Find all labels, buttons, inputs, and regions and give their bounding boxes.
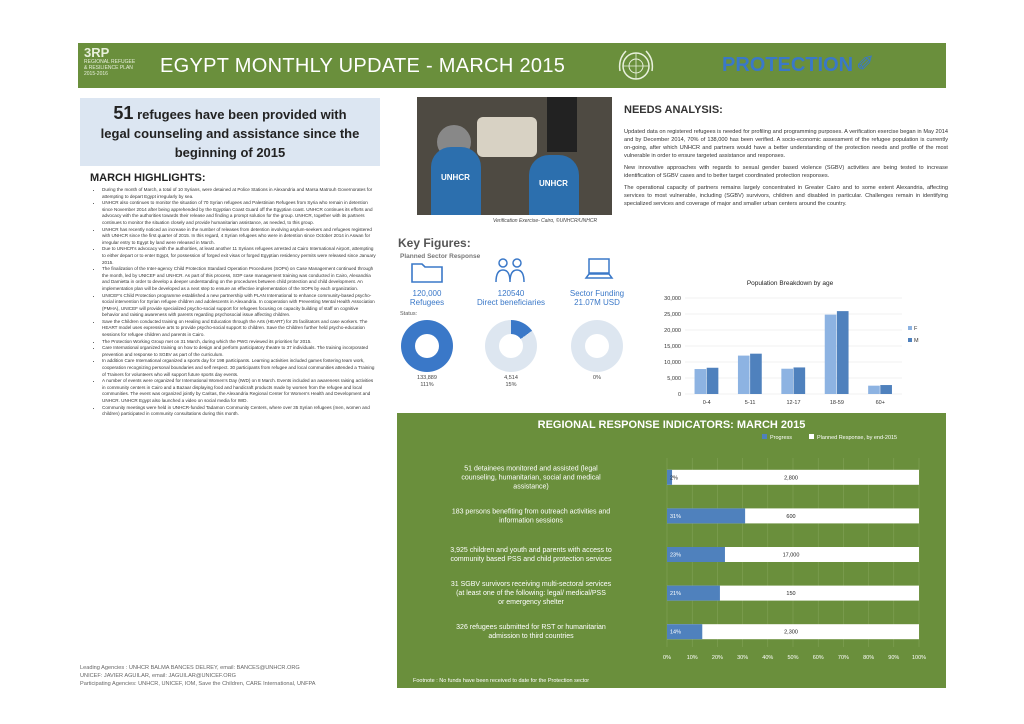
march-highlights-title: MARCH HIGHLIGHTS:: [90, 172, 206, 184]
refugees-figure: [382, 289, 472, 307]
footer-line: Participating Agencies: UNHCR, UNICEF, IOM, Save the Children, CARE International, UNFPA: [80, 681, 316, 687]
target-label: 17,000: [782, 552, 800, 559]
funding-status-values: [567, 375, 627, 382]
bar-m: [794, 367, 806, 394]
category-label: 326 refugees submitted for RST or humanitarian admission to third countries: [456, 624, 606, 641]
x-tick-label: 40%: [762, 655, 774, 661]
list-item: • UNICEF's Child Protection programme established a new partnership with PLAN International to enhance community-based psycho-social intervention for Syrian refugee children and adolescents in Alexandria. In cooperation with Preventing Mental Health Association (PMHA), UNICEF will provide specialized psycho-social support for refugees focusing on capacity building of staff on cognitive behavior and raising awareness with parents regarding psychosocial issue affecting children.: [102, 293, 376, 319]
left-column: [80, 98, 380, 418]
bar-f: [868, 386, 880, 394]
list-item: • Community meetings were held in UNHCR-funded Tadamon Community Centers, where over 35 Syrian refugees (men, women and children) participated in community consultations during this month.: [102, 405, 376, 418]
regional-footnote: Footnote : No funds have been received to date for the Protection sector: [413, 678, 590, 684]
direct-status-value: 4,514: [504, 375, 518, 381]
vest-label: UNHCR: [441, 173, 470, 182]
bar-m: [837, 311, 849, 394]
x-tick-label: 60+: [875, 400, 885, 406]
direct-status-pct: 15%: [505, 382, 517, 388]
x-tick-label: 90%: [888, 655, 900, 661]
y-tick-label: 25,000: [664, 312, 681, 318]
x-tick-label: 0-4: [702, 400, 711, 406]
funding-value: 21.07M USD: [574, 298, 620, 307]
target-label: 2,800: [784, 475, 798, 482]
y-tick-label: 10,000: [664, 360, 681, 366]
x-tick-label: 100%: [911, 655, 927, 661]
x-tick-label: 5-11: [744, 400, 756, 406]
list-item: • UNHCR has recently noticed an increase in the number of releases from detention involving asylum-seekers and refugees registered with UNHCR since the first quarter of 2015. In this regard, 4 Syrian refugees who were in detention since October 2014 in Aswan for irregular entry to Egypt by land were released in March.: [102, 227, 376, 247]
regional-indicators-chart: [397, 413, 946, 688]
highlight-line3: beginning of 2015: [174, 145, 286, 160]
progress-label: 2%: [670, 475, 678, 482]
list-item: • Save the Children conducted training on Healing and Education through the Arts (HEART) for 25 facilitators and case workers. The HEART model uses expressive arts to provide psycho-social support to children. Save the Children further held psycho-education sessions for refugee children and parents in Cairo.: [102, 319, 376, 339]
list-item: • Care International organized training on how to design and perform participatory theatre to 37 individuals. The training incorporated prevention and response to SGBV as part of the curriculum.: [102, 345, 376, 358]
logo-subtext: REGIONAL REFUGEE & RESILIENCE PLAN 2015-2016: [84, 59, 136, 77]
x-tick-label: 30%: [737, 655, 749, 661]
y-tick-label: 20,000: [664, 328, 681, 334]
direct-label: Direct beneficiaries: [476, 298, 546, 307]
planned-response-label: Planned Sector Response: [400, 253, 481, 260]
y-tick-label: 15,000: [664, 344, 681, 350]
legend-swatch: [809, 434, 814, 439]
list-item: • The finalization of the Inter-agency Child Protection Standard Operation Procedures (SOPs) on Case Management continued through the month, led by UNICEF and UNHCR. As part of this process, SOP case management training was conducted in Cairo, Alexandria and Damietta in order to develop a deeper understanding on the procedures between child protection and child development. An implementation plan will be developed as a next step to ensure an effective implementation of the SOPs by each organization.: [102, 266, 376, 292]
march-highlights-list: [80, 187, 376, 418]
status-label: Status:: [400, 311, 418, 317]
highlight-number: 51: [113, 103, 134, 123]
x-tick-label: 20%: [711, 655, 723, 661]
bar-m: [707, 368, 719, 394]
contacts-footer: [80, 664, 420, 688]
list-item: • Due to UNHCR's advocacy with the authorities, at least another 11 Syrians refugees arrested at Cairo International Airport, attempting to either depart or to enter Egypt, for possession of forged exit visas or forged Egyptian residency permits were released since January 2015.: [102, 246, 376, 266]
verification-photo: [417, 97, 612, 215]
category-label: 183 persons benefiting from outreach activities and information sessions: [451, 508, 611, 525]
list-item: • A number of events were organized for International Women's Day (IWD) on 8 March. Events included an awareness raising activities in community centers in Cairo and a Bazaar displaying food and handicraft products made by women from the refugee and local communities. The event was organized jointly by Caritas, the Alexandria Regional Center for Women's Health and Development and UNHCR. UNHCR Egypt also launched a video on social media for IWD.: [102, 378, 376, 404]
list-item: • UNHCR also continues to monitor the situation of 70 Syrian refugees and Palestinian Refugees from Syria who remain in detention since November 2014 after being apprehended by the Egyptian Coast Guard off the Egyptian coast. UNHCR continues its efforts and advocacy with the authorities towards their release and finding a prompt solution for the group. UNHCR, together with its partners continues to monitor the situation closely and provide humanitarian assistance, as needed, to this group.: [102, 200, 376, 226]
legend-swatch: [908, 338, 912, 342]
legend-label: Planned Response, by end-2015: [817, 435, 898, 441]
x-tick-label: 70%: [837, 655, 849, 661]
target-label: 150: [786, 591, 796, 598]
target-label: 2,300: [784, 629, 798, 636]
highlight-box: [80, 98, 380, 166]
refugees-status-values: [397, 375, 457, 389]
chart-title: Population Breakdown by age: [746, 280, 834, 287]
population-chart: [640, 276, 940, 411]
legend-label: Progress: [770, 435, 793, 441]
refugees-label: Refugees: [409, 298, 445, 307]
funding-status-donut: [571, 320, 623, 372]
category-label: 3,925 children and youth and parents with access to community based PSS and child protection services: [450, 547, 612, 563]
x-tick-label: 10%: [686, 655, 698, 661]
progress-label: 23%: [670, 552, 682, 559]
page-title: EGYPT MONTHLY UPDATE - MARCH 2015: [160, 55, 566, 77]
y-tick-label: 0: [677, 392, 681, 398]
needs-paragraph: Updated data on registered refugees is needed for profiling and programming purposes. A verification exercise began in May 2014 and by December 2014, 70% of 138,000 has been verified. A socio-economic assessment of the refugee population is currently on-going, after which UNHCR and partners would have a better understanding of the protection needs and profile of the most vulnerable in order to ensure targeted assistance and responses.: [624, 129, 948, 159]
bar-m: [750, 354, 762, 394]
refugees-status-value: 133,889: [417, 375, 437, 381]
logo-text: 3RP: [84, 45, 110, 60]
needs-analysis-title: NEEDS ANALYSIS:: [624, 104, 723, 116]
quill-icon: ✐: [856, 51, 875, 76]
key-figures-title: Key Figures:: [398, 236, 471, 250]
target-label: 600: [786, 513, 796, 520]
3rp-logo: [84, 47, 136, 85]
bar-f: [781, 369, 793, 394]
legend-swatch: [908, 326, 912, 330]
direct-beneficiaries-figure: [466, 289, 556, 307]
un-emblem-icon: [614, 45, 658, 87]
highlight-line2: legal counseling and assistance since the: [100, 126, 360, 141]
progress-label: 31%: [670, 513, 682, 520]
bar-f: [695, 369, 707, 394]
regional-title: REGIONAL RESPONSE INDICATORS: MARCH 2015: [537, 419, 806, 431]
needs-analysis-text: [624, 128, 948, 212]
category-label: 51 detainees monitored and assisted (legal counseling, humanitarian, social and medical assistance): [461, 465, 601, 491]
vest-label: UNHCR: [539, 179, 568, 188]
bar-f: [825, 315, 837, 394]
x-tick-label: 60%: [812, 655, 824, 661]
bar-m: [880, 385, 892, 394]
sector-title: PROTECTION: [722, 54, 854, 76]
highlight-line1: refugees have been provided with: [137, 107, 347, 122]
sector-funding-figure: [552, 289, 642, 307]
funding-status-pct: 0%: [593, 375, 601, 381]
category-label: 31 SGBV survivors receiving multi-sectoral services (at least one of the following: legal/ medical/PSS or emergency shelter: [450, 581, 612, 607]
refugees-status-pct: 111%: [420, 382, 434, 388]
footer-line: UNICEF: JAVIER AGUILAR, email: JAGUILAR@UNICEF.ORG: [80, 673, 237, 679]
direct-status-donut: [485, 320, 537, 372]
regional-indicators-panel: [397, 413, 946, 688]
photo-caption: Verification Exercise- Cairo, ©UNHCR/UNHCR: [493, 218, 598, 224]
list-item: • During the month of March, a total of 10 Syrians, were detained at Police Stations in Alexandria and Marsa Matrouh Governorates for attempting to depart Egypt irregularly by sea.: [102, 187, 376, 200]
refugees-value: 120,000: [412, 289, 442, 298]
needs-paragraph: The operational capacity of partners remains largely concentrated in Greater Cairo and to some extent Alexandria, affecting services to most vulnerable, including (SGBV) survivors, children and disabled in particular. Challenges remain in identifying specialized services and coverage of major and smaller urban centers around the country.: [624, 185, 948, 207]
laptop-icon: [584, 256, 614, 289]
footer-line: Leading Agencies : UNHCR BALMA BANCES DELREY, email: BANCES@UNHCR.ORG: [80, 665, 300, 671]
y-tick-label: 5,000: [667, 376, 681, 382]
x-tick-label: 18-59: [829, 400, 844, 406]
legend-label: M: [914, 338, 919, 344]
funding-label: Sector Funding: [569, 289, 625, 298]
needs-paragraph: New innovative approaches with regards to sexual gender based violence (SGBV) activities are being tested to increase identification of SGBV cases and to better target coordinated protection responses.: [624, 165, 948, 179]
x-tick-label: 50%: [787, 655, 799, 661]
x-tick-label: 12-17: [786, 400, 801, 406]
folder-icon: [410, 258, 444, 291]
people-icon: [493, 256, 527, 291]
progress-label: 21%: [670, 591, 682, 598]
list-item: • In addition Care International organized a sports day for 198 participants. Learning activities included games fostering team work, cooperation recognizing personal boundaries and self respect. 30 participants from refugee and local communities attended a Training of Trainers for volunteers who will support future sports day events.: [102, 358, 376, 378]
header-band: [78, 43, 946, 88]
direct-value: 120540: [497, 289, 525, 298]
legend-swatch: [762, 434, 767, 439]
refugees-status-donut: [401, 320, 453, 372]
legend-label: F: [914, 326, 918, 332]
bar-f: [738, 356, 750, 394]
progress-label: 14%: [670, 629, 682, 636]
x-tick-label: 80%: [863, 655, 875, 661]
list-item: • The Protection Working Group met on 31 March, during which the PWG reviewed its priorities for 2015.: [102, 339, 376, 346]
direct-status-values: [481, 375, 541, 389]
x-tick-label: 0%: [663, 655, 671, 661]
y-tick-label: 30,000: [664, 296, 681, 302]
